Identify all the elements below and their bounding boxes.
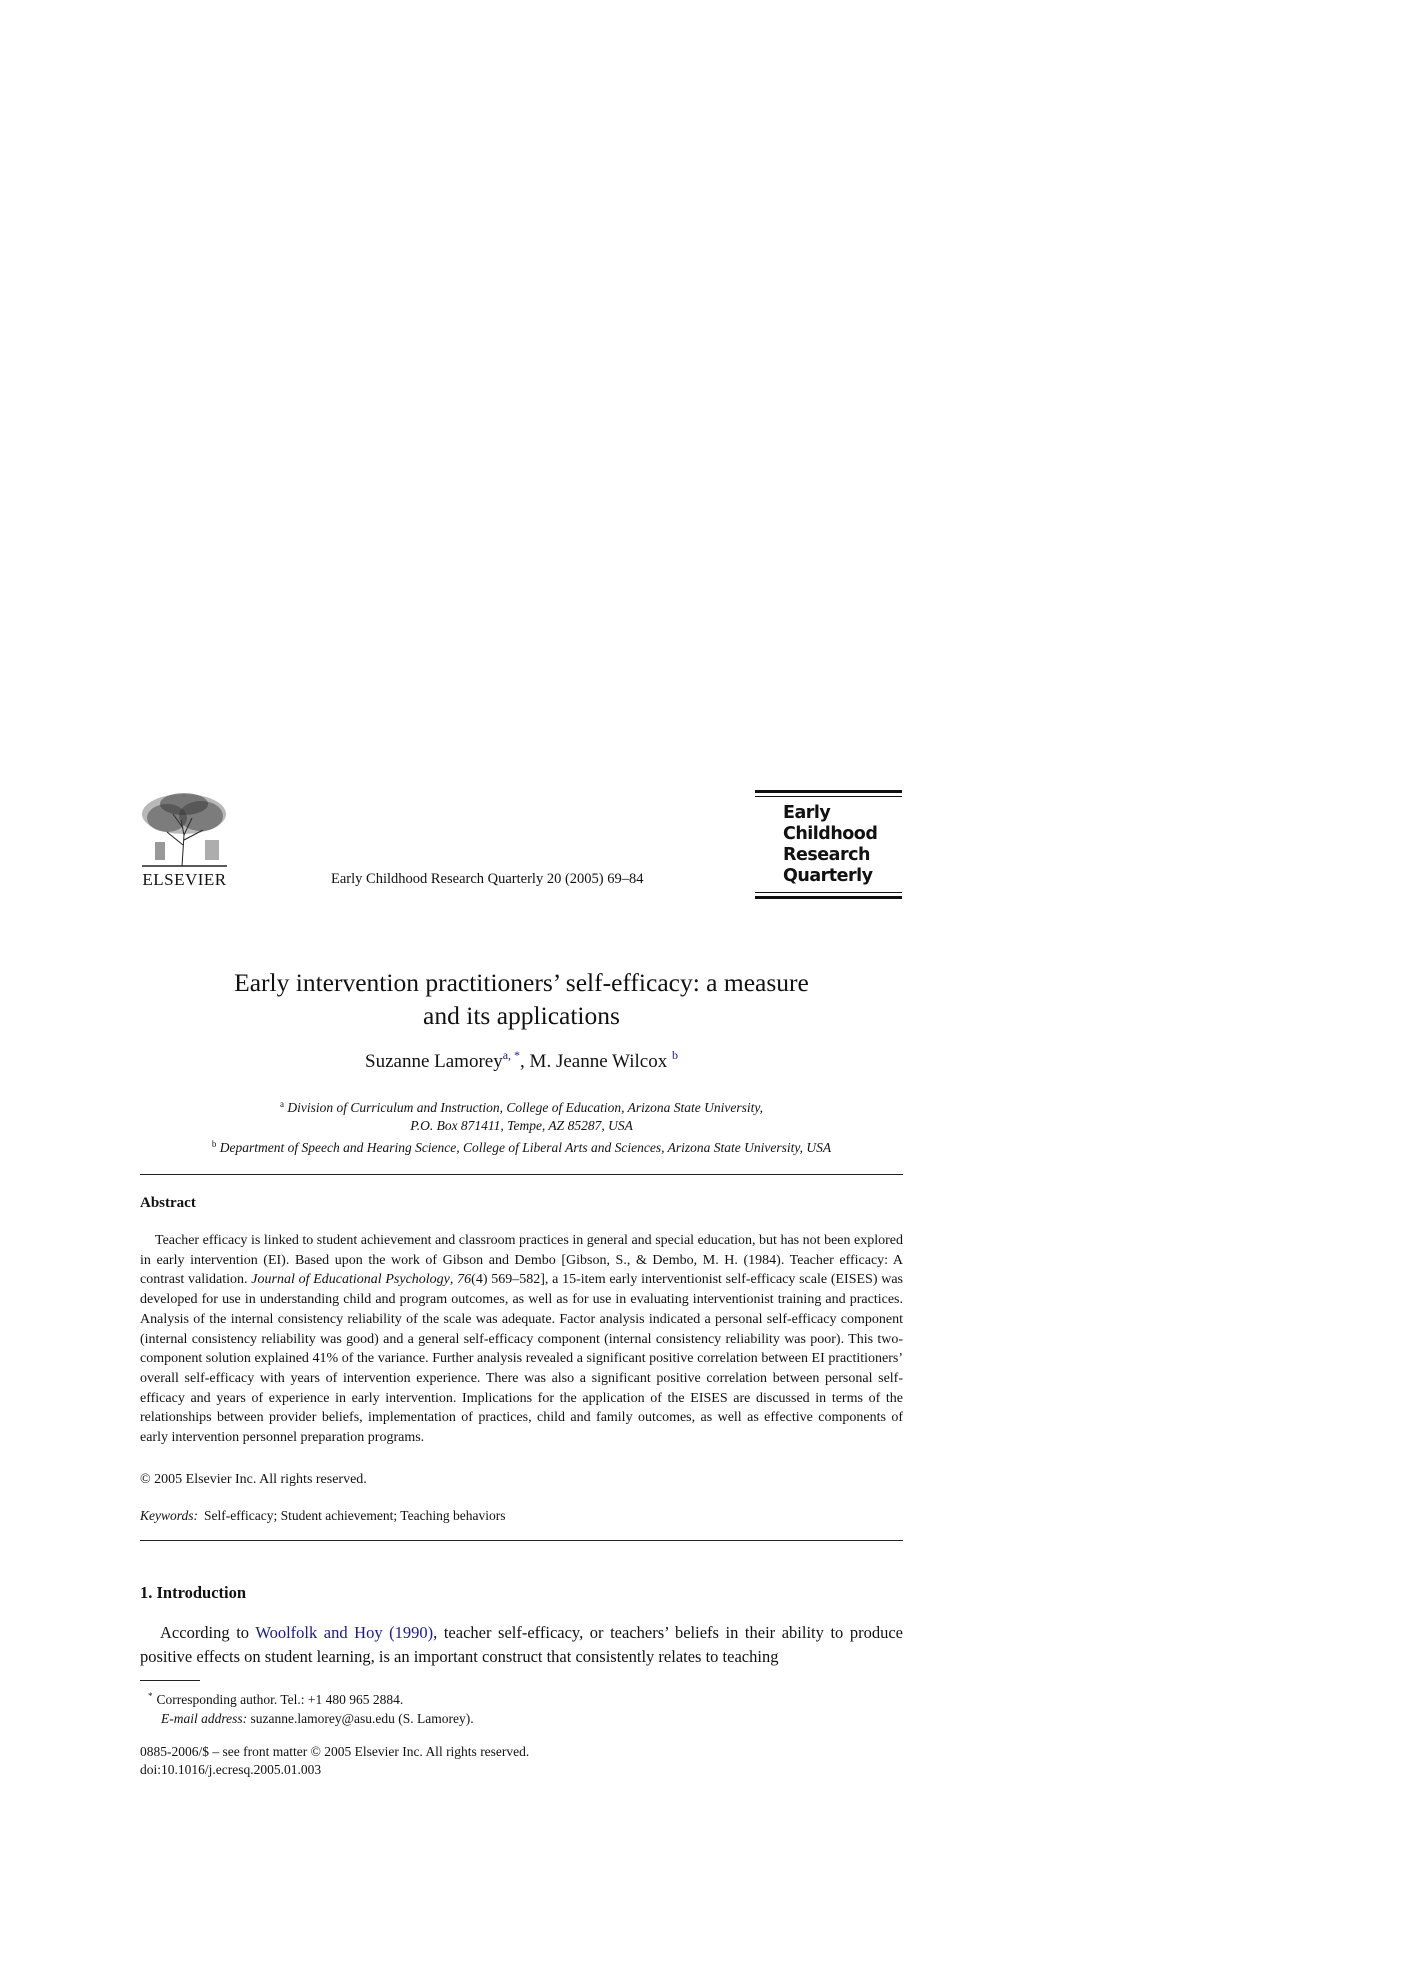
abstract-body	[140, 1231, 903, 1448]
affiliation-mark: b	[211, 1139, 217, 1149]
author-list: Suzanne Lamorey$^{a, *}$, M. Jeanne Wilcox $^b$	[365, 1048, 678, 1072]
footnote-text: Corresponding author. Tel.: +1 480 965 2884.	[156, 1692, 404, 1707]
journal-reference: Early Childhood Research Quarterly 20 (2005) 69–84	[331, 871, 644, 887]
abstract-heading: Abstract	[140, 1195, 196, 1211]
journal-logo-rule	[755, 790, 902, 793]
affiliation-text: Department of Speech and Hearing Science, College of Liberal Arts and Sciences, Arizona State University, USA	[219, 1140, 832, 1155]
abstract-text: (4) 569–582], a 15-item early interventionist self-efficacy scale (EISES) was developed for use in understanding child and program outcomes, as well as for use in evaluating interventionist training and practices. Analysis of the internal consistency reliability of the scale was adequate. Factor analysis indicated a personal self-efficacy component (internal consistency reliability was good) and a general self-efficacy component (internal consistency reliability was poor). This two-component solution explained 41% of the variance. Further analysis revealed a significant positive correlation between EI practitioners’ overall self-efficacy with years of intervention experience. There was also a significant positive correlation between personal self-efficacy and years of experience in early intervention. Implications for the application of the EISES are discussed in terms of the relationships between provider beliefs, implementation of practices, child and family outcomes, as well as effective components of early intervention personnel preparation programs.	[140, 1272, 903, 1446]
affiliation-a	[140, 1095, 903, 1117]
email-label: E-mail address:	[161, 1711, 248, 1726]
affiliation-a-address: P.O. Box 871411, Tempe, AZ 85287, USA	[410, 1118, 633, 1133]
author-affiliation-link[interactable]: a, *	[502, 1048, 521, 1062]
article-title	[140, 966, 903, 1032]
author-name: Suzanne Lamorey	[365, 1051, 503, 1072]
affiliations	[140, 1095, 903, 1157]
article-identifiers	[140, 1743, 529, 1779]
journal-logo	[755, 790, 902, 890]
footnote-email	[148, 1709, 474, 1728]
journal-logo-rule	[755, 892, 902, 893]
journal-logo-line: Early	[783, 803, 831, 823]
title-line: and its applications	[423, 1001, 620, 1030]
abstract-text: Teacher efficacy is linked to student achievement and classroom practices in general and special education, but has not been explored in early intervention (EI). Based upon the work of Gibson and Dembo [Gibson, S., & Dembo, M. H. (1984). Teacher efficacy: A contrast validation.	[140, 1233, 903, 1288]
keywords	[140, 1508, 505, 1524]
affiliation-text: Division of Curriculum and Instruction, College of Education, Arizona State University,	[287, 1100, 763, 1115]
journal-logo-line: Childhood	[783, 824, 878, 844]
footnote-rule	[140, 1680, 200, 1681]
elsevier-logo	[137, 790, 232, 890]
footnotes	[148, 1687, 474, 1728]
footnote-corresponding	[148, 1687, 474, 1709]
journal-volume: 76	[457, 1272, 472, 1288]
keywords-list: Self-efficacy; Student achievement; Teaching behaviors	[204, 1508, 506, 1523]
affiliation-b	[140, 1135, 903, 1157]
body-text: , teacher self-efficacy, or teachers’ beliefs in their ability to produce positive effects on student learning, is an important construct that consistently relates to teaching	[140, 1623, 903, 1666]
journal-logo-rule	[755, 896, 902, 899]
journal-logo-line: Quarterly	[783, 866, 873, 886]
issn-line: 0885-2006/$ – see front matter © 2005 Elsevier Inc. All rights reserved.	[140, 1744, 530, 1759]
author-affiliation-link[interactable]: b	[671, 1048, 678, 1062]
journal-logo-line: Research	[783, 845, 870, 865]
tree-icon	[137, 790, 232, 868]
citation-link[interactable]: Woolfolk and Hoy (1990)	[255, 1623, 434, 1642]
journal-name: Journal of Educational Psychology	[251, 1272, 450, 1288]
abstract-text: ,	[449, 1272, 458, 1288]
author-name: M. Jeanne Wilcox	[529, 1051, 668, 1072]
keywords-label: Keywords:	[140, 1508, 198, 1523]
copyright-notice: © 2005 Elsevier Inc. All rights reserved.	[140, 1472, 367, 1487]
divider	[140, 1540, 903, 1541]
introduction-body	[140, 1621, 903, 1669]
journal-logo-words	[755, 803, 902, 887]
title-line: Early intervention practitioners’ self-efficacy: a measure	[234, 968, 809, 997]
email-address[interactable]: suzanne.lamorey@asu.edu (S. Lamorey).	[250, 1711, 474, 1726]
body-text: According to	[160, 1623, 256, 1642]
divider	[140, 1174, 903, 1175]
footnote-mark: *	[148, 1691, 153, 1701]
affiliation-mark: a	[280, 1099, 284, 1109]
section-heading: 1. Introduction	[140, 1583, 247, 1602]
doi-line[interactable]: doi:10.1016/j.ecresq.2005.01.003	[140, 1762, 322, 1777]
journal-logo-rule	[755, 796, 902, 797]
publisher-logo-text: ELSEVIER	[142, 870, 227, 889]
